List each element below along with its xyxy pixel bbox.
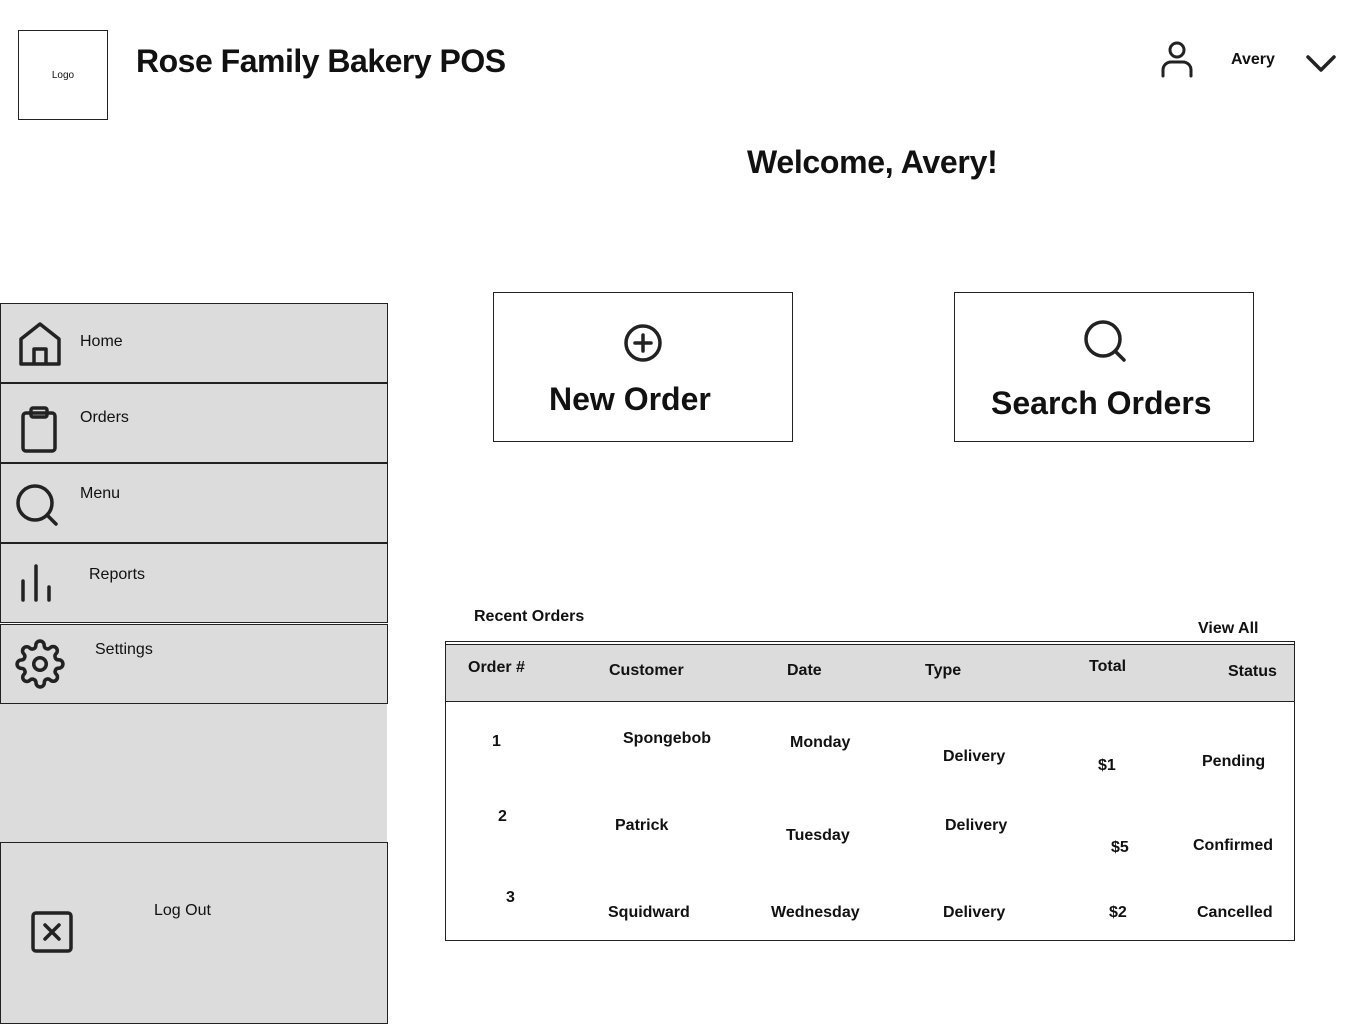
status-cell: Confirmed: [1193, 837, 1273, 854]
type-cell: Delivery: [943, 748, 1006, 765]
date-cell: Wednesday: [771, 904, 860, 921]
logout-button[interactable]: [0, 842, 388, 1024]
sidebar-item-home[interactable]: [0, 303, 388, 383]
logout-label: Log Out: [154, 902, 211, 919]
column-header-total: Total: [1089, 658, 1127, 675]
date-cell: Tuesday: [786, 827, 850, 844]
order-number-cell: 1: [492, 733, 501, 750]
plus-circle-icon: [623, 323, 663, 363]
customer-cell: Patrick: [615, 817, 669, 834]
recent-orders-title: Recent Orders: [474, 608, 585, 625]
view-all-link[interactable]: View All: [1198, 620, 1259, 637]
gear-icon: [15, 639, 65, 689]
sidebar-item-menu[interactable]: [0, 463, 388, 543]
logo: [18, 30, 108, 120]
total-cell: $2: [1109, 904, 1127, 921]
column-header-type: Type: [925, 662, 962, 679]
search-icon: [1083, 319, 1127, 363]
total-cell: $1: [1098, 757, 1116, 774]
total-cell: $5: [1111, 839, 1129, 856]
app-title: Rose Family Bakery POS: [136, 43, 506, 79]
column-header-customer: Customer: [609, 662, 684, 679]
sidebar-item-label: Settings: [95, 641, 153, 658]
sidebar-item-settings[interactable]: [0, 624, 388, 704]
type-cell: Delivery: [945, 817, 1008, 834]
clipboard-icon: [20, 406, 60, 454]
sidebar-item-reports[interactable]: [0, 543, 388, 623]
status-cell: Pending: [1202, 753, 1266, 770]
column-header-status: Status: [1228, 663, 1277, 680]
sidebar-item-label: Reports: [89, 566, 146, 583]
order-number-cell: 3: [506, 889, 515, 906]
table-header: [446, 644, 1294, 702]
order-number-cell: 2: [498, 808, 507, 825]
bar-chart-icon: [18, 563, 54, 603]
column-header-order-number: Order #: [468, 659, 525, 676]
home-icon: [18, 321, 62, 367]
new-order-button[interactable]: [493, 292, 793, 442]
search-orders-button[interactable]: [954, 292, 1254, 442]
user-name[interactable]: Avery: [1231, 51, 1275, 68]
chevron-down-icon[interactable]: [1304, 50, 1338, 76]
recent-orders-table: [445, 641, 1295, 941]
logo-text: Logo: [51, 69, 75, 81]
user-icon[interactable]: [1158, 40, 1196, 78]
sidebar-item-label: Menu: [80, 485, 121, 502]
search-orders-label: Search Orders: [991, 385, 1212, 421]
close-box-icon: [31, 911, 73, 953]
type-cell: Delivery: [943, 904, 1006, 921]
sidebar-background: [0, 704, 387, 842]
welcome-heading: Welcome, Avery!: [747, 144, 998, 180]
status-cell: Cancelled: [1197, 904, 1273, 921]
sidebar-item-label: Home: [80, 333, 123, 350]
sidebar-item-label: Orders: [80, 409, 129, 426]
customer-cell: Squidward: [608, 904, 690, 921]
search-icon: [15, 483, 59, 527]
sidebar-item-orders[interactable]: [0, 383, 388, 463]
column-header-date: Date: [787, 662, 822, 679]
customer-cell: Spongebob: [623, 730, 711, 747]
new-order-label: New Order: [549, 381, 711, 417]
date-cell: Monday: [790, 734, 851, 751]
